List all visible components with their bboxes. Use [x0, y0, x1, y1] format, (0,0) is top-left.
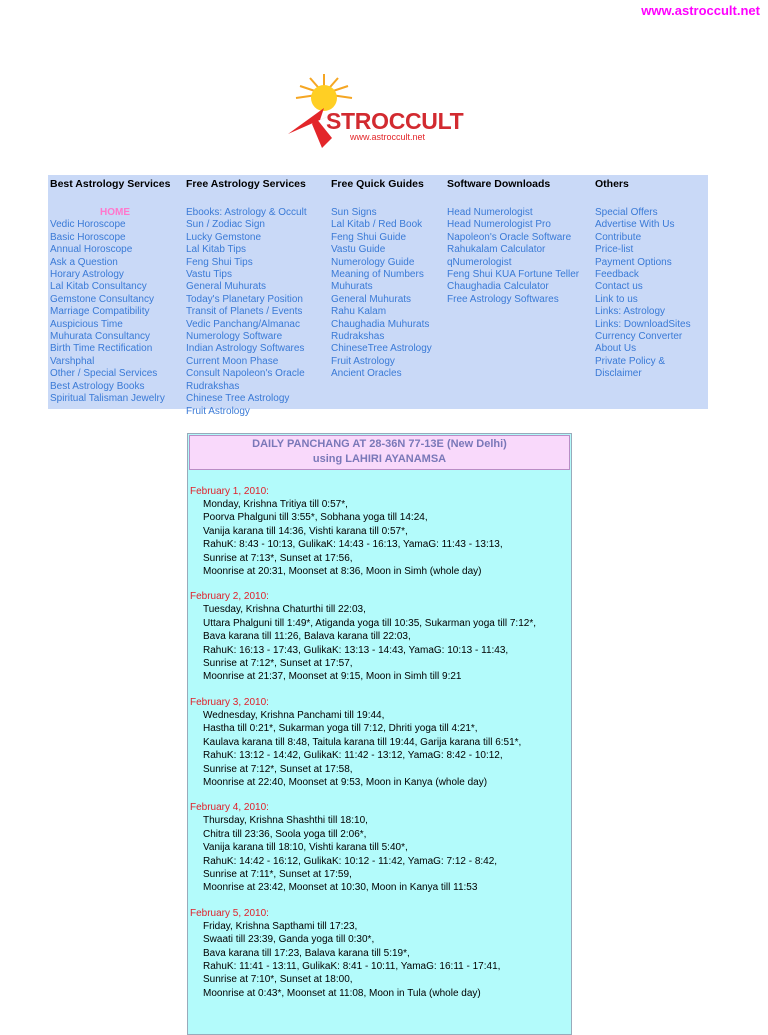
panchang-day: [190, 590, 571, 683]
panchang-line: Friday, Krishna Sapthami till 17:23,: [203, 920, 358, 932]
panchang-line: RahuK: 8:43 - 10:13, GulikaK: 14:43 - 16:13, YamaG: 11:43 - 13:13,: [203, 539, 503, 551]
nav-link[interactable]: Current Moon Phase: [186, 355, 279, 367]
nav-link[interactable]: Meaning of Numbers: [331, 269, 424, 281]
panchang-line: Poorva Phalguni till 3:55*, Sobhana yoga till 14:24,: [203, 512, 428, 524]
panchang-line: Bava karana till 11:26, Balava karana till 22:03,: [203, 631, 411, 643]
nav-link[interactable]: Payment Options: [595, 256, 672, 268]
nav-link-home[interactable]: HOME: [100, 207, 130, 218]
nav-link[interactable]: Consult Napoleon's Oracle: [186, 368, 305, 380]
panchang-line: Swaati till 23:39, Ganda yoga till 0:30*,: [203, 934, 375, 946]
nav-column-best-services: [50, 177, 180, 406]
nav-link[interactable]: Currency Converter: [595, 331, 683, 343]
panchang-line: Thursday, Krishna Shashthi till 18:10,: [203, 815, 368, 827]
nav-column-heading: Free Quick Guides: [331, 178, 424, 190]
daily-panchang-box: [187, 433, 572, 1035]
nav-link[interactable]: Chaughadia Muhurats: [331, 318, 430, 330]
panchang-line: RahuK: 11:41 - 13:11, GulikaK: 8:41 - 10:11, YamaG: 16:11 - 17:41,: [203, 960, 501, 972]
panchang-line: Kaulava karana till 8:48, Taitula karana till 19:44, Garija karana till 6:51*,: [203, 736, 522, 748]
nav-link[interactable]: Varshphal: [50, 355, 95, 367]
nav-link[interactable]: Best Astrology Books: [50, 380, 145, 392]
nav-link[interactable]: Ancient Oracles: [331, 368, 402, 380]
panchang-day: [190, 801, 571, 894]
nav-link-list: [331, 207, 432, 381]
nav-column-quick-guides: [331, 177, 432, 381]
panchang-line: Sunrise at 7:12*, Sunset at 17:58,: [203, 763, 353, 775]
nav-link[interactable]: Auspicious Time: [50, 318, 123, 330]
nav-link[interactable]: Lal Kitab Consultancy: [50, 281, 147, 293]
navigation-table: [48, 175, 708, 417]
nav-link[interactable]: Transit of Planets / Events: [186, 306, 303, 318]
nav-link[interactable]: Advertise With Us: [595, 219, 675, 231]
panchang-date: February 3, 2010:: [190, 696, 269, 708]
panchang-title-line2: using LAHIRI AYANAMSA: [312, 453, 447, 465]
nav-link[interactable]: Lucky Gemstone: [186, 231, 262, 243]
panchang-date: February 4, 2010:: [190, 802, 269, 814]
nav-link[interactable]: Disclaimer: [595, 368, 642, 380]
nav-link[interactable]: Horary Astrology: [50, 269, 124, 281]
nav-link[interactable]: Contact us: [595, 281, 643, 293]
nav-link[interactable]: Head Numerologist Pro: [447, 219, 551, 231]
nav-link[interactable]: Lal Kitab / Red Book: [331, 219, 423, 231]
nav-link[interactable]: Sun / Zodiac Sign: [186, 219, 265, 231]
nav-link-list: [186, 207, 307, 418]
nav-column-others: [595, 177, 691, 381]
panchang-line: Monday, Krishna Tritiya till 0:57*,: [203, 499, 348, 510]
nav-link[interactable]: Vedic Panchang/Almanac: [186, 318, 300, 330]
nav-column-software: [447, 177, 579, 306]
nav-link[interactable]: Muhurats: [331, 281, 373, 293]
panchang-days: [188, 471, 571, 1000]
panchang-line: Hastha till 0:21*, Sukarman yoga till 7:12, Dhriti yoga till 4:21*,: [203, 723, 478, 735]
panchang-date: February 1, 2010:: [190, 486, 269, 497]
nav-link[interactable]: Fruit Astrology: [331, 355, 395, 367]
nav-link[interactable]: Rahukalam Calculator: [447, 244, 546, 256]
nav-link[interactable]: Numerology Software: [186, 331, 283, 343]
nav-link-list: [595, 207, 691, 381]
nav-link[interactable]: Special Offers: [595, 207, 658, 218]
nav-link[interactable]: Napoleon's Oracle Software: [447, 231, 572, 243]
panchang-line: Moonrise at 21:37, Moonset at 9:15, Moon in Simh till 9:21: [203, 671, 462, 683]
nav-link[interactable]: Lal Kitab Tips: [186, 244, 247, 256]
panchang-day: [190, 907, 571, 1000]
nav-link[interactable]: Annual Horoscope: [50, 244, 133, 256]
nav-column-heading: Free Astrology Services: [186, 178, 306, 190]
nav-link[interactable]: Contribute: [595, 231, 642, 243]
nav-link[interactable]: Price-list: [595, 244, 634, 256]
nav-link[interactable]: Gemstone Consultancy: [50, 293, 154, 305]
panchang-date: February 2, 2010:: [190, 591, 269, 603]
nav-link[interactable]: Today's Planetary Position: [186, 293, 303, 305]
nav-link[interactable]: Head Numerologist: [447, 207, 533, 218]
nav-link[interactable]: qNumerologist: [447, 256, 512, 268]
nav-link[interactable]: Free Astrology Softwares: [447, 293, 559, 305]
nav-link[interactable]: Rudrakshas: [186, 380, 240, 392]
nav-link[interactable]: Rahu Kalam: [331, 306, 387, 318]
panchang-line: Moonrise at 20:31, Moonset at 8:36, Moon in Simh (whole day): [203, 566, 482, 578]
nav-link[interactable]: Indian Astrology Softwares: [186, 343, 305, 355]
nav-link[interactable]: Sun Signs: [331, 207, 377, 218]
nav-link[interactable]: ChineseTree Astrology: [331, 343, 432, 355]
nav-link[interactable]: Birth Time Rectification: [50, 343, 153, 355]
panchang-line: RahuK: 13:12 - 14:42, GulikaK: 11:42 - 13:12, YamaG: 8:42 - 10:12,: [203, 750, 503, 762]
nav-link[interactable]: Fruit Astrology: [186, 405, 250, 417]
nav-link[interactable]: General Muhurats: [331, 293, 412, 305]
nav-link[interactable]: Private Policy &: [595, 355, 666, 367]
logo-tagline: www.astroccult.net: [350, 132, 426, 142]
panchang-line: Vanija karana till 14:36, Vishti karana till 0:57*,: [203, 525, 408, 537]
nav-link[interactable]: Links: DownloadSites: [595, 318, 691, 330]
nav-link[interactable]: Chinese Tree Astrology: [186, 393, 290, 405]
nav-column-free-services: [186, 177, 307, 418]
panchang-title-line1: DAILY PANCHANG AT 28-36N 77-13E (New Delhi): [252, 438, 507, 450]
nav-link[interactable]: Feng Shui Guide: [331, 231, 407, 243]
panchang-line: Sunrise at 7:10*, Sunset at 18:00,: [203, 974, 353, 986]
panchang-line: Wednesday, Krishna Panchami till 19:44,: [203, 709, 385, 721]
panchang-day: [190, 696, 571, 789]
nav-link[interactable]: Chaughadia Calculator: [447, 281, 549, 293]
panchang-line: Moonrise at 22:40, Moonset at 9:53, Moon in Kanya (whole day): [203, 776, 488, 788]
nav-link[interactable]: Numerology Guide: [331, 256, 415, 268]
astroccult-logo[interactable]: [286, 72, 476, 152]
nav-link-list: [50, 207, 180, 406]
panchang-day: [190, 485, 571, 578]
nav-column-heading: Others: [595, 178, 629, 190]
nav-link[interactable]: Other / Special Services: [50, 368, 158, 380]
nav-link-list: [447, 207, 579, 306]
nav-link[interactable]: Vastu Tips: [186, 269, 232, 281]
nav-link[interactable]: Ask a Question: [50, 256, 118, 268]
panchang-line: RahuK: 14:42 - 16:12, GulikaK: 10:12 - 11:42, YamaG: 7:12 - 8:42,: [203, 855, 498, 867]
nav-link[interactable]: Marriage Compatibility: [50, 306, 150, 318]
panchang-line: RahuK: 16:13 - 17:43, GulikaK: 13:13 - 14:43, YamaG: 10:13 - 11:43,: [203, 644, 509, 656]
logo-brand-text: STROCCULT: [326, 108, 464, 134]
panchang-line: Uttara Phalguni till 1:49*, Atiganda yoga till 10:35, Sukarman yoga till 7:12*,: [203, 617, 536, 629]
nav-link[interactable]: Spiritual Talisman Jewelry: [50, 393, 165, 405]
panchang-line: Sunrise at 7:12*, Sunset at 17:57,: [203, 658, 353, 670]
nav-column-heading: Software Downloads: [447, 178, 551, 190]
nav-link[interactable]: Link to us: [595, 293, 638, 305]
nav-link[interactable]: Feng Shui KUA Fortune Teller: [447, 269, 580, 281]
panchang-date: February 5, 2010:: [190, 907, 269, 919]
nav-link[interactable]: Basic Horoscope: [50, 231, 126, 243]
panchang-line: Vanija karana till 18:10, Vishti karana till 5:40*,: [203, 842, 408, 854]
panchang-title: [189, 435, 570, 470]
panchang-line: Chitra till 23:36, Soola yoga till 2:06*,: [203, 828, 367, 840]
nav-link[interactable]: Feedback: [595, 269, 639, 281]
site-url-link[interactable]: www.astroccult.net: [641, 3, 760, 18]
panchang-line: Sunrise at 7:13*, Sunset at 17:56,: [203, 552, 353, 564]
nav-column-heading: Best Astrology Services: [50, 178, 171, 190]
nav-link[interactable]: Rudrakshas: [331, 331, 385, 343]
nav-link[interactable]: Vastu Guide: [331, 244, 386, 256]
nav-link[interactable]: Ebooks: Astrology & Occult: [186, 207, 307, 218]
nav-link[interactable]: Feng Shui Tips: [186, 256, 253, 268]
panchang-line: Moonrise at 0:43*, Moonset at 11:08, Moon in Tula (whole day): [203, 987, 481, 999]
panchang-line: Moonrise at 23:42, Moonset at 10:30, Moon in Kanya till 11:53: [203, 882, 478, 894]
panchang-line: Sunrise at 7:11*, Sunset at 17:59,: [203, 868, 352, 880]
nav-link[interactable]: Vedic Horoscope: [50, 219, 126, 231]
panchang-line: Tuesday, Krishna Chaturthi till 22:03,: [203, 604, 366, 616]
panchang-line: Bava karana till 17:23, Balava karana till 5:19*,: [203, 947, 410, 959]
nav-link[interactable]: Muhurata Consultancy: [50, 331, 151, 343]
nav-link[interactable]: Links: Astrology: [595, 306, 666, 318]
nav-link[interactable]: About Us: [595, 343, 637, 355]
nav-link[interactable]: General Muhurats: [186, 281, 267, 293]
